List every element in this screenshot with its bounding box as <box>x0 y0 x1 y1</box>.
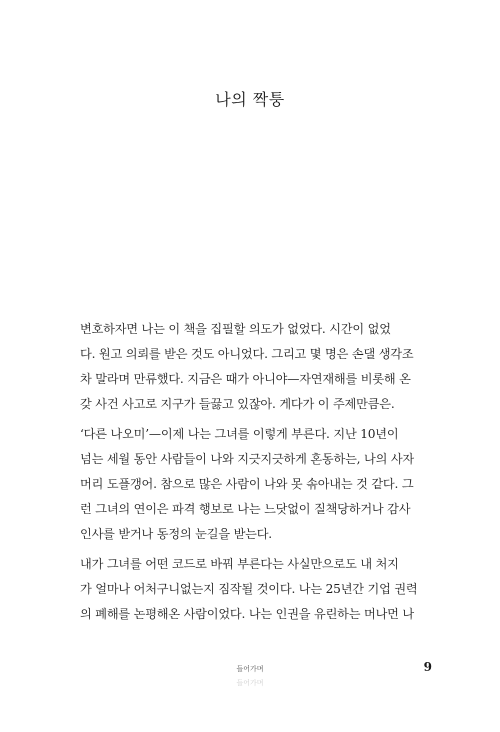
text-line: ‘다른 나오미’—이제 나는 그녀를 이렇게 부른다. 지난 10년이 <box>80 427 399 441</box>
text-line: 갖 사건 사고로 지구가 들끓고 있잖아. 게다가 이 주제만큼은. <box>80 397 395 411</box>
text-line: 가 얼마나 어처구니없는지 짐작될 것이다. 나는 25년간 기업 권력 <box>80 582 418 596</box>
page-number: 9 <box>423 660 432 674</box>
text-line: 내가 그녀를 어떤 코드로 바꿔 부른다는 사실만으로도 내 처지 <box>80 557 399 571</box>
text-line: 머리 도플갱어. 참으로 많은 사람이 나와 못 솎아내는 것 같다. 그 <box>80 477 414 491</box>
running-head: 들어가며 <box>236 665 264 673</box>
text-line: 차 말라며 만류했다. 지금은 때가 아니야—자연재해를 비롯해 온 <box>80 372 411 386</box>
text-line: 런 그녀의 연이은 파격 행보로 나는 느닷없이 질책당하거나 감사 <box>80 502 411 516</box>
running-head-ghost: 들어가며 <box>236 679 264 687</box>
text-line: 넘는 세월 동안 사람들이 나와 지긋지긋하게 혼동하는, 나의 사자 <box>80 452 414 466</box>
chapter-title: 나의 짝퉁 <box>215 90 285 109</box>
text-line: 변호하자면 나는 이 책을 집필할 의도가 없었다. 시간이 없었 <box>80 322 391 336</box>
text-line: 다. 원고 의뢰를 받은 것도 아니었다. 그리고 몇 명은 손댈 생각조 <box>80 347 414 361</box>
body-text <box>80 317 430 627</box>
text-line: 의 폐해를 논평해온 사람이었다. 나는 인권을 유린하는 머나먼 나 <box>80 607 414 621</box>
text-line: 인사를 받거나 동정의 눈길을 받는다. <box>80 527 272 541</box>
